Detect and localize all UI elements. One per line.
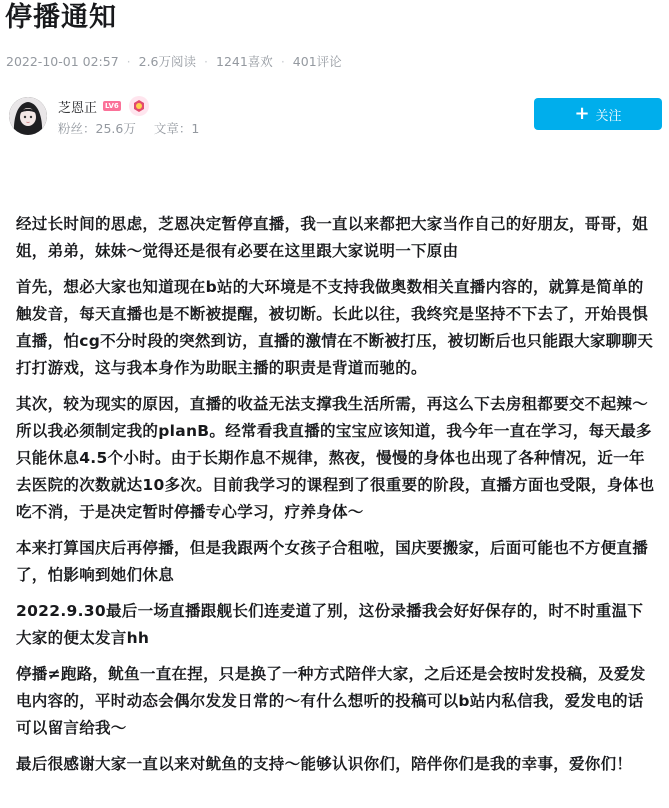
level-badge: LV6 <box>105 102 119 110</box>
article-title: 停播通知 <box>5 2 117 33</box>
article-count: 文章：1 <box>153 121 200 136</box>
paragraph: 首先，想必大家也知道现在b站的大环境是不支持我做奥数相关直播内容的，就算是简单的触发音，每天直播也是不断被提醒，被切断。长此以往，我终究是坚持不下去了，开始畏惧直播，怕cg不分时段的突然到访，直播的激情在不断被打压，被切断后也只能跟大家聊聊天打打游戏，这与我本身作为助眠主播的职责是背道而驰的。 <box>16 278 654 377</box>
separator-dot: · <box>204 53 208 69</box>
follow-label: 关注 <box>595 108 622 124</box>
paragraph: 其次，较为现实的原因，直播的收益无法支撑我生活所需，再这么下去房租都要交不起辣～所以我必须制定我的planB。经常看我直播的宝宝应该知道，我今年一直在学习，每天最多只能休息4.5个小时。由于长期作息不规律，熬夜，慢慢的身体也出现了各种情况，近一年去医院的次数就达10多次。目前我学习的课程到了很重要的阶段，直播方面也受限，身体也吃不消，于是决定暂时停播专心学习，疗养身体～ <box>16 395 655 521</box>
article-meta <box>6 52 342 70</box>
separator-dot: · <box>126 53 131 69</box>
publish-date: 2022-10-01 02:57 <box>6 53 119 69</box>
paragraph: 停播≠跑路，鱿鱼一直在捏，只是换了一种方式陪伴大家，之后还是会按时发投稿，及爱发电内容的，平时动态会偶尔发发日常的～有什么想听的投稿可以b站内私信我，爱发电的话可以留言给我～ <box>16 665 646 737</box>
plus-icon: + <box>574 103 590 124</box>
author-stats <box>58 119 199 137</box>
paragraph: 经过长时间的思虑，芝恩决定暂停直播，我一直以来都把大家当作自己的好朋友，哥哥，姐姐，弟弟，妹妹～觉得还是很有必要在这里跟大家说明一下原由 <box>16 215 649 260</box>
avatar[interactable] <box>9 97 47 135</box>
fan-medal-icon <box>129 96 149 116</box>
like-count[interactable]: 1241喜欢 <box>216 54 273 69</box>
article-content <box>16 211 656 787</box>
follow-button[interactable] <box>534 98 662 130</box>
paragraph: 最后很感谢大家一直以来对鱿鱼的支持～能够认识你们，陪伴你们是我的幸事，爱你们！ <box>16 755 633 773</box>
comment-count[interactable]: 401评论 <box>292 54 342 69</box>
paragraph: 2022.9.30最后一场直播跟舰长们连麦道了别，这份录播我会好好保存的，时不时重温下大家的便太发言hh <box>16 602 644 647</box>
author-card <box>9 91 199 141</box>
follower-count: 粉丝：25.6万 <box>58 121 136 136</box>
paragraph: 本来打算国庆后再停播，但是我跟两个女孩子合租啦，国庆要搬家，后面可能也不方便直播了，怕影响到她们休息 <box>16 539 649 584</box>
separator-dot: · <box>280 53 285 69</box>
author-name[interactable]: 芝恩正 <box>58 100 98 116</box>
view-count: 2.6万阅读 <box>138 54 197 69</box>
